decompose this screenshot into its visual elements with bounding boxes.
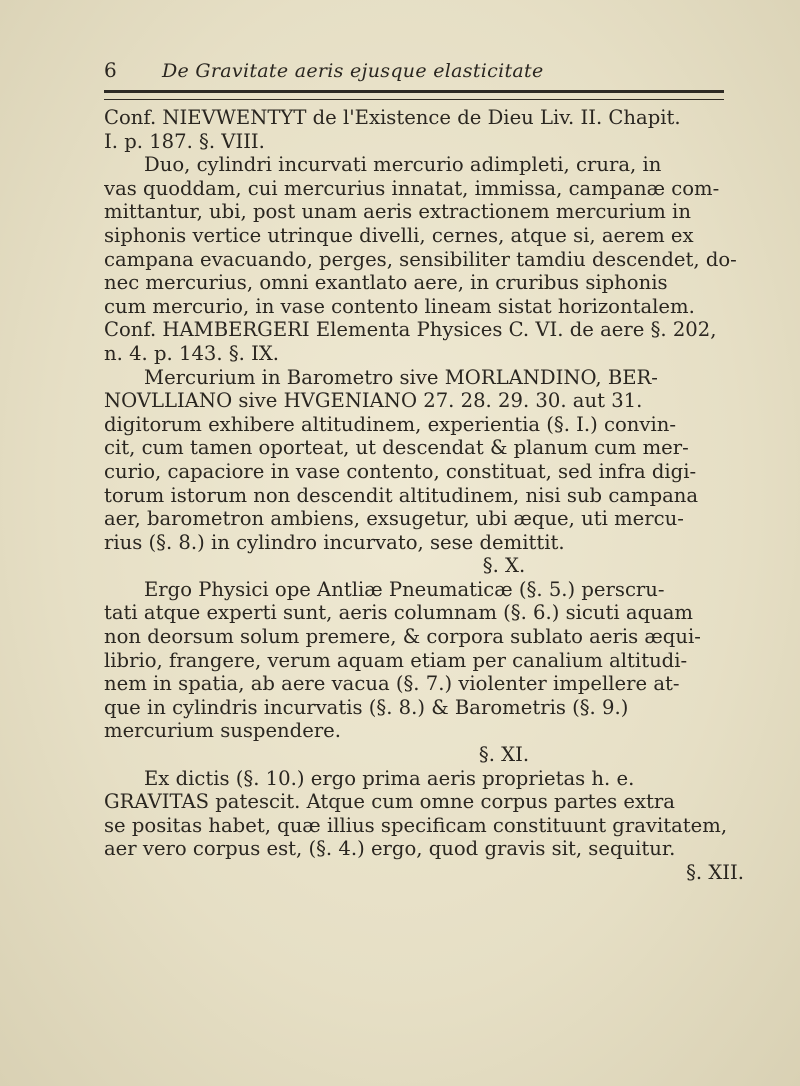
text-line: digitorum exhibere altitudinem, experientia (§. I.) convin- [104,412,676,436]
text-line: Duo, cylindri incurvati mercurio adimpleti, crura, in [144,153,662,177]
text-line: cit, cum tamen oporteat, ut descendat & planum cum mer- [104,436,689,460]
section-heading: §. XI. [478,743,530,767]
text-line: Conf. NIEVWENTYT de l'Existence de Dieu Liv. II. Chapit. [104,106,681,129]
text-line: nec mercurius, omni exantlato aere, in cruribus siphonis [104,271,668,295]
text-line: campana evacuando, perges, sensibiliter tamdiu descendet, do- [104,247,737,271]
text-line: cum mercurio, in vase contento lineam sistat horizontalem. [104,294,695,318]
text-line: non deorsum solum premere, & corpora sublato aeris æqui- [104,625,701,649]
text-line: GRAVITAS patescit. Atque cum omne corpus partes extra [104,790,675,814]
text-line: Conf. HAMBERGERI Elementa Physices C. VI. de aere §. 202, [104,318,717,342]
text-line: NOVLLIANO sive HVGENIANO 27. 28. 29. 30. aut 31. [104,389,643,413]
text-line: torum istorum non descendit altitudinem, nisi sub campana [104,483,699,507]
text-line: que in cylindris incurvatis (§. 8.) & Barometris (§. 9.) [104,695,629,719]
body-text [104,106,744,885]
text-line: mittantur, ubi, post unam aeris extractionem mercurium in [104,200,691,224]
text-line: vas quoddam, cui mercurius innatat, immissa, campanæ com- [104,176,720,200]
page-header [104,58,730,88]
header-rule [104,90,724,93]
text-line: Ex dictis (§. 10.) ergo prima aeris proprietas h. e. [144,766,635,790]
text-line: aer vero corpus est, (§. 4.) ergo, quod gravis sit, sequitur. [104,837,676,861]
text-line: nem in spatia, ab aere vacua (§. 7.) violenter impellere at- [104,672,680,696]
text-line: mercurium suspendere. [104,719,342,743]
text-line: Mercurium in Barometro sive MORLANDINO, BER- [144,365,658,389]
catchword: §. XII. [686,861,744,884]
running-title: De Gravitate aeris ejusque elasticitate [162,60,544,82]
text-line: se positas habet, quæ illius specificam constituunt gravitatem, [104,813,728,837]
text-line: I. p. 187. §. VIII. [104,129,265,153]
text-line: librio, frangere, verum aquam etiam per canalium altitudi- [104,648,688,672]
text-line: n. 4. p. 143. §. IX. [104,341,280,365]
page-number: 6 [104,58,117,82]
text-line: Ergo Physici ope Antliæ Pneumaticæ (§. 5.) perscru- [144,577,665,601]
text-line: aer, barometron ambiens, exsugetur, ubi æque, uti mercu- [104,507,684,531]
text-line: curio, capaciore in vase contento, constituat, sed infra digi- [104,459,697,483]
section-heading: §. X. [482,554,526,578]
text-line: siphonis vertice utrinque divelli, cernes, atque si, aerem ex [104,223,694,247]
header-rule-thin [104,99,724,100]
text-line: rius (§. 8.) in cylindro incurvato, sese demittit. [104,530,565,554]
text-line: tati atque experti sunt, aeris columnam (§. 6.) sicuti aquam [104,601,693,625]
